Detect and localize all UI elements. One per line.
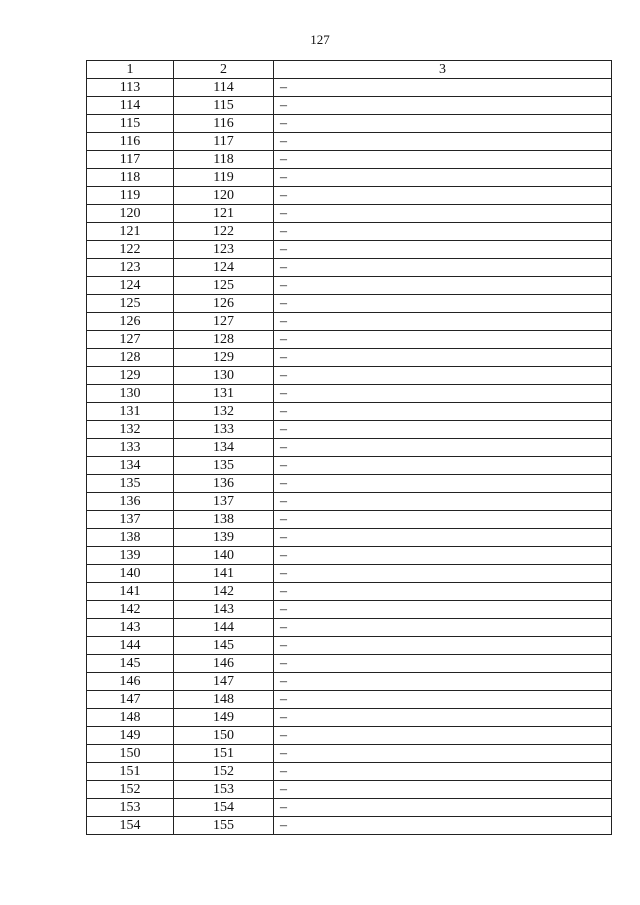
table-cell-col2: 124 <box>174 259 274 277</box>
table-row <box>87 763 612 781</box>
table-row <box>87 133 612 151</box>
table-cell-col2: 126 <box>174 295 274 313</box>
table-cell-col2: 116 <box>174 115 274 133</box>
table-cell-col2: 146 <box>174 655 274 673</box>
table-cell-col3: – <box>274 457 612 475</box>
table-cell-col1: 121 <box>87 223 174 241</box>
table-row <box>87 205 612 223</box>
table-row <box>87 421 612 439</box>
table-cell-col1: 113 <box>87 79 174 97</box>
table-row <box>87 727 612 745</box>
table-cell-col2: 149 <box>174 709 274 727</box>
table-cell-col3: – <box>274 367 612 385</box>
table-cell-col2: 118 <box>174 151 274 169</box>
table-cell-col2: 139 <box>174 529 274 547</box>
table-row <box>87 619 612 637</box>
table-row <box>87 97 612 115</box>
table-cell-col2: 114 <box>174 79 274 97</box>
table-cell-col3: – <box>274 331 612 349</box>
table-cell-col2: 144 <box>174 619 274 637</box>
table-cell-col2: 152 <box>174 763 274 781</box>
table-cell-col2: 134 <box>174 439 274 457</box>
table-cell-col3: – <box>274 421 612 439</box>
table-cell-col3: – <box>274 709 612 727</box>
table-row <box>87 709 612 727</box>
table-cell-col1: 120 <box>87 205 174 223</box>
table-cell-col2: 130 <box>174 367 274 385</box>
table-cell-col3: – <box>274 799 612 817</box>
table-row <box>87 511 612 529</box>
table-cell-col3: – <box>274 133 612 151</box>
table-cell-col3: – <box>274 403 612 421</box>
table-row <box>87 439 612 457</box>
table-cell-col1: 116 <box>87 133 174 151</box>
table-row <box>87 493 612 511</box>
table-cell-col1: 123 <box>87 259 174 277</box>
table-cell-col1: 151 <box>87 763 174 781</box>
table-cell-col3: – <box>274 619 612 637</box>
table-cell-col3: – <box>274 349 612 367</box>
table-row <box>87 637 612 655</box>
table-cell-col1: 149 <box>87 727 174 745</box>
table-cell-col1: 129 <box>87 367 174 385</box>
table-row <box>87 583 612 601</box>
table-cell-col1: 122 <box>87 241 174 259</box>
table-cell-col1: 141 <box>87 583 174 601</box>
table-cell-col2: 121 <box>174 205 274 223</box>
column-header-2: 2 <box>174 61 274 79</box>
table-cell-col3: – <box>274 529 612 547</box>
table-cell-col1: 146 <box>87 673 174 691</box>
table-cell-col1: 139 <box>87 547 174 565</box>
table-cell-col2: 138 <box>174 511 274 529</box>
table-cell-col3: – <box>274 151 612 169</box>
table-cell-col3: – <box>274 259 612 277</box>
table-cell-col1: 145 <box>87 655 174 673</box>
table-row <box>87 817 612 835</box>
table-cell-col2: 140 <box>174 547 274 565</box>
table-cell-col3: – <box>274 583 612 601</box>
table-cell-col2: 143 <box>174 601 274 619</box>
column-header-1: 1 <box>87 61 174 79</box>
table-cell-col1: 114 <box>87 97 174 115</box>
table-row <box>87 367 612 385</box>
table-cell-col1: 148 <box>87 709 174 727</box>
table-cell-col3: – <box>274 565 612 583</box>
table-cell-col1: 135 <box>87 475 174 493</box>
table-cell-col3: – <box>274 817 612 835</box>
table-cell-col1: 132 <box>87 421 174 439</box>
table-row <box>87 457 612 475</box>
table-row <box>87 115 612 133</box>
table-cell-col1: 119 <box>87 187 174 205</box>
table-cell-col3: – <box>274 277 612 295</box>
table-cell-col2: 122 <box>174 223 274 241</box>
table-row <box>87 295 612 313</box>
table-cell-col1: 127 <box>87 331 174 349</box>
table-cell-col3: – <box>274 79 612 97</box>
table-cell-col2: 129 <box>174 349 274 367</box>
table-cell-col3: – <box>274 295 612 313</box>
table-cell-col2: 117 <box>174 133 274 151</box>
table-row <box>87 151 612 169</box>
table-cell-col2: 115 <box>174 97 274 115</box>
table-cell-col1: 153 <box>87 799 174 817</box>
table-cell-col1: 140 <box>87 565 174 583</box>
table-cell-col1: 117 <box>87 151 174 169</box>
table-cell-col3: – <box>274 439 612 457</box>
table-row <box>87 259 612 277</box>
table-cell-col2: 150 <box>174 727 274 745</box>
data-table <box>86 60 612 835</box>
table-cell-col1: 154 <box>87 817 174 835</box>
table-cell-col1: 137 <box>87 511 174 529</box>
table-header-row <box>87 61 612 79</box>
table-row <box>87 277 612 295</box>
table-cell-col3: – <box>274 655 612 673</box>
table-cell-col1: 138 <box>87 529 174 547</box>
table-row <box>87 745 612 763</box>
table-body <box>87 79 612 835</box>
table-cell-col3: – <box>274 727 612 745</box>
table-cell-col2: 135 <box>174 457 274 475</box>
table-cell-col1: 131 <box>87 403 174 421</box>
table-cell-col3: – <box>274 241 612 259</box>
table-cell-col1: 144 <box>87 637 174 655</box>
table-cell-col3: – <box>274 97 612 115</box>
table-cell-col1: 126 <box>87 313 174 331</box>
table-row <box>87 601 612 619</box>
table-cell-col1: 152 <box>87 781 174 799</box>
table-row <box>87 529 612 547</box>
table-row <box>87 79 612 97</box>
table-cell-col1: 128 <box>87 349 174 367</box>
table-cell-col1: 143 <box>87 619 174 637</box>
table-row <box>87 565 612 583</box>
table-cell-col2: 119 <box>174 169 274 187</box>
table-row <box>87 349 612 367</box>
table-cell-col3: – <box>274 673 612 691</box>
table-cell-col2: 142 <box>174 583 274 601</box>
table-cell-col2: 148 <box>174 691 274 709</box>
table-cell-col2: 123 <box>174 241 274 259</box>
table-cell-col2: 133 <box>174 421 274 439</box>
table-row <box>87 385 612 403</box>
table-cell-col1: 124 <box>87 277 174 295</box>
table-cell-col2: 151 <box>174 745 274 763</box>
table-row <box>87 241 612 259</box>
table-cell-col3: – <box>274 511 612 529</box>
table-cell-col3: – <box>274 781 612 799</box>
table-cell-col2: 147 <box>174 673 274 691</box>
table-cell-col2: 153 <box>174 781 274 799</box>
table-cell-col2: 141 <box>174 565 274 583</box>
table-row <box>87 403 612 421</box>
table-cell-col3: – <box>274 601 612 619</box>
column-header-3: 3 <box>274 61 612 79</box>
table-cell-col2: 132 <box>174 403 274 421</box>
table-cell-col1: 130 <box>87 385 174 403</box>
table-cell-col3: – <box>274 637 612 655</box>
table-cell-col3: – <box>274 493 612 511</box>
table-cell-col3: – <box>274 475 612 493</box>
table-row <box>87 691 612 709</box>
table-cell-col1: 136 <box>87 493 174 511</box>
table-cell-col1: 125 <box>87 295 174 313</box>
table-cell-col3: – <box>274 745 612 763</box>
page-number: 127 <box>310 32 330 47</box>
table-cell-col2: 131 <box>174 385 274 403</box>
table-cell-col3: – <box>274 205 612 223</box>
table-row <box>87 547 612 565</box>
table-row <box>87 655 612 673</box>
table-cell-col2: 127 <box>174 313 274 331</box>
table-cell-col3: – <box>274 763 612 781</box>
table-cell-col2: 137 <box>174 493 274 511</box>
table-row <box>87 781 612 799</box>
table-cell-col3: – <box>274 223 612 241</box>
table-row <box>87 799 612 817</box>
table-cell-col1: 134 <box>87 457 174 475</box>
table-row <box>87 673 612 691</box>
table-cell-col2: 155 <box>174 817 274 835</box>
table-row <box>87 187 612 205</box>
table-cell-col2: 125 <box>174 277 274 295</box>
table-cell-col2: 136 <box>174 475 274 493</box>
table-row <box>87 331 612 349</box>
table-cell-col3: – <box>274 313 612 331</box>
table-cell-col3: – <box>274 115 612 133</box>
table-cell-col1: 115 <box>87 115 174 133</box>
table-cell-col2: 120 <box>174 187 274 205</box>
table-cell-col1: 150 <box>87 745 174 763</box>
table-cell-col3: – <box>274 547 612 565</box>
table-cell-col1: 147 <box>87 691 174 709</box>
table-cell-col3: – <box>274 691 612 709</box>
table-cell-col2: 128 <box>174 331 274 349</box>
table-cell-col1: 133 <box>87 439 174 457</box>
table-cell-col3: – <box>274 385 612 403</box>
table-cell-col3: – <box>274 187 612 205</box>
table-cell-col3: – <box>274 169 612 187</box>
table-row <box>87 313 612 331</box>
table-cell-col1: 142 <box>87 601 174 619</box>
table-row <box>87 475 612 493</box>
table-cell-col2: 145 <box>174 637 274 655</box>
table-cell-col2: 154 <box>174 799 274 817</box>
table-cell-col1: 118 <box>87 169 174 187</box>
table-row <box>87 223 612 241</box>
table-row <box>87 169 612 187</box>
